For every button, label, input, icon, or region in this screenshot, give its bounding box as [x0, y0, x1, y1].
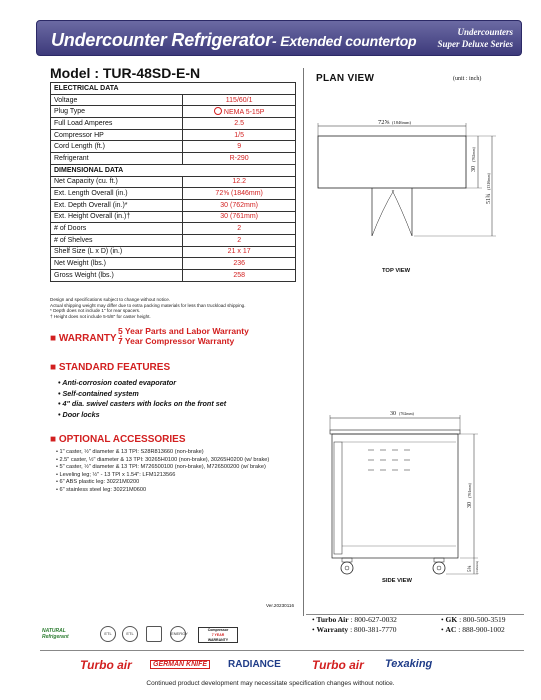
list-item: • 1" caster, ½" diameter & 13 TPI: S28R813660 (non-brake)	[56, 449, 204, 455]
brand-strip	[80, 658, 480, 676]
table-row	[51, 258, 296, 270]
dim-caster: 5⅝	[468, 565, 473, 572]
energy-icon: ENERGY	[170, 626, 186, 642]
spec-label: Voltage	[51, 94, 183, 106]
warranty-line-1: 5 Year Parts and Labor Warranty	[118, 326, 249, 336]
standard-features-list	[58, 378, 226, 420]
contact-phone: : 800-500-3519	[459, 615, 506, 624]
note-line: Design and specifications subject to change without notice.	[50, 297, 171, 302]
series-label	[437, 26, 513, 50]
brand-logo: GERMAN KNIFE	[150, 660, 210, 669]
natural-line-2: Refrigerant	[42, 634, 69, 640]
badge-line-1: Compressor	[207, 628, 229, 632]
natural-refrigerant-badge	[42, 628, 69, 640]
spec-value: 2.5	[183, 118, 296, 130]
spec-value: 72⅝ (1846mm)	[183, 188, 296, 200]
dim-height: 30	[467, 502, 473, 508]
series-line-2: Super Deluxe Series	[437, 39, 513, 49]
contact-label: GK	[445, 615, 458, 624]
feature-text: Door locks	[62, 409, 100, 419]
page-title	[51, 30, 416, 51]
warranty-line-2: 7 Year Compressor Warranty	[118, 336, 235, 346]
table-section-header	[51, 83, 296, 95]
contact-label: Warranty	[316, 625, 349, 634]
accessory-text: 5" caster, ½" diameter & 13 TPI: M726500100 (non-brake), M726500200 (w/ brake)	[59, 464, 266, 471]
plug-icon	[214, 107, 222, 115]
spec-label: Full Load Amperes	[51, 118, 183, 130]
dim-depth-mm: (762mm)	[471, 147, 476, 162]
table-row	[51, 106, 296, 118]
spec-value: 258	[183, 270, 296, 282]
optional-accessories-title: OPTIONAL ACCESSORIES	[58, 434, 186, 445]
brand-logo: Turbo air	[312, 658, 364, 672]
spec-label: Net Capacity (cu. ft.)	[51, 176, 183, 188]
list-item: • 2.5" caster, ½" diameter & 13 TPI: 30265H0100 (non-brake), 30265H0200 (w/ brake)	[56, 456, 270, 463]
accessory-text: Leveling leg; ½" - 13 TPI x 1.54": LFM1213566	[59, 471, 176, 478]
series-line-1: Undercounters	[457, 27, 513, 37]
plug-type-text: NEMA 5-15P	[223, 109, 265, 117]
contact-label: Turbo Air	[316, 615, 349, 624]
contacts-block	[306, 615, 524, 647]
feature-text: Anti-corrosion coated evaporator	[62, 378, 177, 387]
table-row	[51, 211, 296, 223]
model-number: Model : TUR-48SD-E-N	[50, 65, 201, 81]
spec-label: Cord Length (ft.)	[51, 141, 183, 153]
spec-label: Shelf Size (L x D) (in.)	[51, 246, 183, 258]
section-heading: DIMENSIONAL DATA	[51, 164, 296, 176]
dim-height-mm: (761mm)	[467, 483, 472, 498]
list-item: • Anti-corrosion coated evaporator	[58, 378, 177, 387]
list-item: • 4" dia. swivel casters with locks on the front set	[58, 399, 227, 408]
contact-row	[306, 625, 524, 635]
top-view-drawing	[318, 123, 496, 236]
spec-label: Gross Weight (lbs.)	[51, 270, 183, 282]
dim-side-width-mm: (762mm)	[399, 411, 414, 416]
spec-value: 1/5	[183, 129, 296, 141]
spec-label: Ext. Depth Overall (in.)*	[51, 199, 183, 211]
column-divider	[303, 68, 304, 616]
section-heading: ELECTRICAL DATA	[51, 83, 296, 95]
contact-label: AC	[445, 625, 457, 634]
contact-phone: : 888-900-1002	[458, 625, 505, 634]
feature-text: Self-contained system	[62, 388, 139, 398]
standard-features-heading: ■ STANDARD FEATURES	[50, 362, 171, 373]
contact-row	[306, 615, 524, 625]
optional-accessories-list	[56, 449, 296, 495]
dim-side-width: 30	[390, 411, 396, 417]
table-row	[51, 223, 296, 235]
accessory-text: 6" stainless steel leg: 30221M0600	[59, 486, 147, 493]
contact-phone: : 800-381-7770	[350, 625, 397, 634]
spec-label: Refrigerant	[51, 153, 183, 165]
badge-line-2: 7 YEAR	[211, 633, 225, 637]
subtitle-text: - Extended countertop	[272, 33, 417, 49]
spec-value: 30 (762mm)	[183, 199, 296, 211]
note-line: * Depth does not include 1" for rear spacers.	[50, 308, 141, 314]
spec-value: 115/60/1	[183, 94, 296, 106]
badge-line-3: WARRANTY	[207, 638, 229, 642]
spec-value: 2	[183, 234, 296, 246]
table-row	[51, 199, 296, 211]
dim-depth-doors-mm: (1316mm)	[486, 173, 491, 190]
spec-label: # of Doors	[51, 223, 183, 235]
version-label: Ver.20230116	[266, 603, 295, 608]
table-row	[51, 176, 296, 188]
etl-sanitation-icon: ETL	[122, 626, 138, 642]
list-item: • Leveling leg; ½" - 13 TPI x 1.54": LFM1213566	[56, 471, 176, 478]
list-item: • Door locks	[58, 409, 100, 419]
table-row	[51, 141, 296, 153]
spec-notes	[50, 297, 246, 319]
standard-features-title: STANDARD FEATURES	[58, 362, 171, 373]
table-row	[51, 270, 296, 282]
table-row	[51, 234, 296, 246]
compressor-warranty-badge	[198, 627, 238, 643]
etl-listed-icon: ETL	[100, 626, 116, 642]
note-line: † Height does not include 5-5/8" for caster height.	[50, 313, 151, 319]
table-row	[51, 118, 296, 130]
table-section-header	[51, 164, 296, 176]
table-row	[51, 129, 296, 141]
accessory-text: 6" ABS plastic leg: 30221M0200	[59, 479, 140, 486]
accessory-text: 2.5" caster, ½" diameter & 13 TPI: 30265H0100 (non-brake), 30265H0200 (w/ brake)	[59, 456, 270, 463]
brand-logo: RADIANCE	[228, 659, 281, 670]
footer-notice: Continued product development may necessitate specification changes without notice.	[146, 680, 395, 687]
spec-value: 21 x 17	[183, 246, 296, 258]
contact-ac: • AC : 888-900-1002	[441, 625, 505, 634]
table-row	[51, 94, 296, 106]
spec-value	[183, 106, 296, 118]
footer-divider	[40, 650, 524, 651]
dim-length: 72⅝	[378, 119, 390, 126]
brand-logo: Texaking	[385, 658, 433, 670]
spec-value: 2	[183, 223, 296, 235]
spec-value: 236	[183, 258, 296, 270]
accessory-text: 1" caster, ½" diameter & 13 TPI: S28R813660 (non-brake)	[59, 449, 204, 455]
list-item: • 6" ABS plastic leg: 30221M0200	[56, 479, 140, 486]
spec-label: Net Weight (lbs.)	[51, 258, 183, 270]
contact-turbo-air: • Turbo Air : 800-627-0032	[312, 615, 397, 624]
table-row	[51, 188, 296, 200]
top-view-caption: TOP VIEW	[382, 268, 411, 274]
warranty-label: WARRANTY :	[58, 333, 123, 344]
spec-label: Compressor HP	[51, 129, 183, 141]
plan-drawing	[306, 110, 524, 600]
optional-accessories-heading: ■ OPTIONAL ACCESSORIES	[50, 434, 186, 445]
dim-caster-mm: (143mm)	[475, 560, 479, 574]
header-banner	[36, 20, 522, 56]
note-line: Actual shipping weight may differ due to extra packing materials for less than truckload shipping.	[50, 302, 246, 308]
title-text: Undercounter Refrigerator	[51, 30, 273, 50]
spec-value: R-290	[183, 153, 296, 165]
natural-line-1: NATURAL	[42, 628, 66, 634]
plan-view-title: PLAN VIEW	[316, 73, 375, 84]
spec-value: 30 (761mm)	[183, 211, 296, 223]
contact-gk: • GK : 800-500-3519	[441, 615, 506, 624]
spec-label: Ext. Height Overall (in.)†	[51, 211, 183, 223]
contact-warranty: • Warranty : 800-381-7770	[312, 625, 397, 634]
brand-logo: Turbo air	[80, 658, 132, 672]
warranty-heading: ■ WARRANTY :	[50, 333, 123, 344]
contact-phone: : 800-627-0032	[350, 615, 397, 624]
spec-value: 9	[183, 141, 296, 153]
spec-label: Plug Type	[51, 106, 183, 118]
certification-icon	[146, 626, 162, 642]
list-item: • 6" stainless steel leg: 30221M0600	[56, 486, 147, 493]
dim-length-mm: (1846mm)	[392, 120, 411, 125]
dim-depth: 30	[471, 166, 477, 172]
warranty-text	[118, 326, 249, 346]
table-row	[51, 153, 296, 165]
side-view-caption: SIDE VIEW	[382, 578, 412, 584]
spec-label: Ext. Length Overall (in.)	[51, 188, 183, 200]
feature-text: 4" dia. swivel casters with locks on the front set	[62, 399, 227, 408]
side-view-drawing	[330, 415, 478, 574]
list-item: • Self-contained system	[58, 388, 139, 398]
unit-label: (unit : inch)	[453, 76, 482, 82]
spec-table	[50, 82, 296, 282]
spec-value: 12.2	[183, 176, 296, 188]
table-row	[51, 246, 296, 258]
dim-depth-doors: 51¾	[486, 193, 492, 204]
spec-label: # of Shelves	[51, 234, 183, 246]
list-item: • 5" caster, ½" diameter & 13 TPI: M726500100 (non-brake), M726500200 (w/ brake)	[56, 464, 266, 471]
